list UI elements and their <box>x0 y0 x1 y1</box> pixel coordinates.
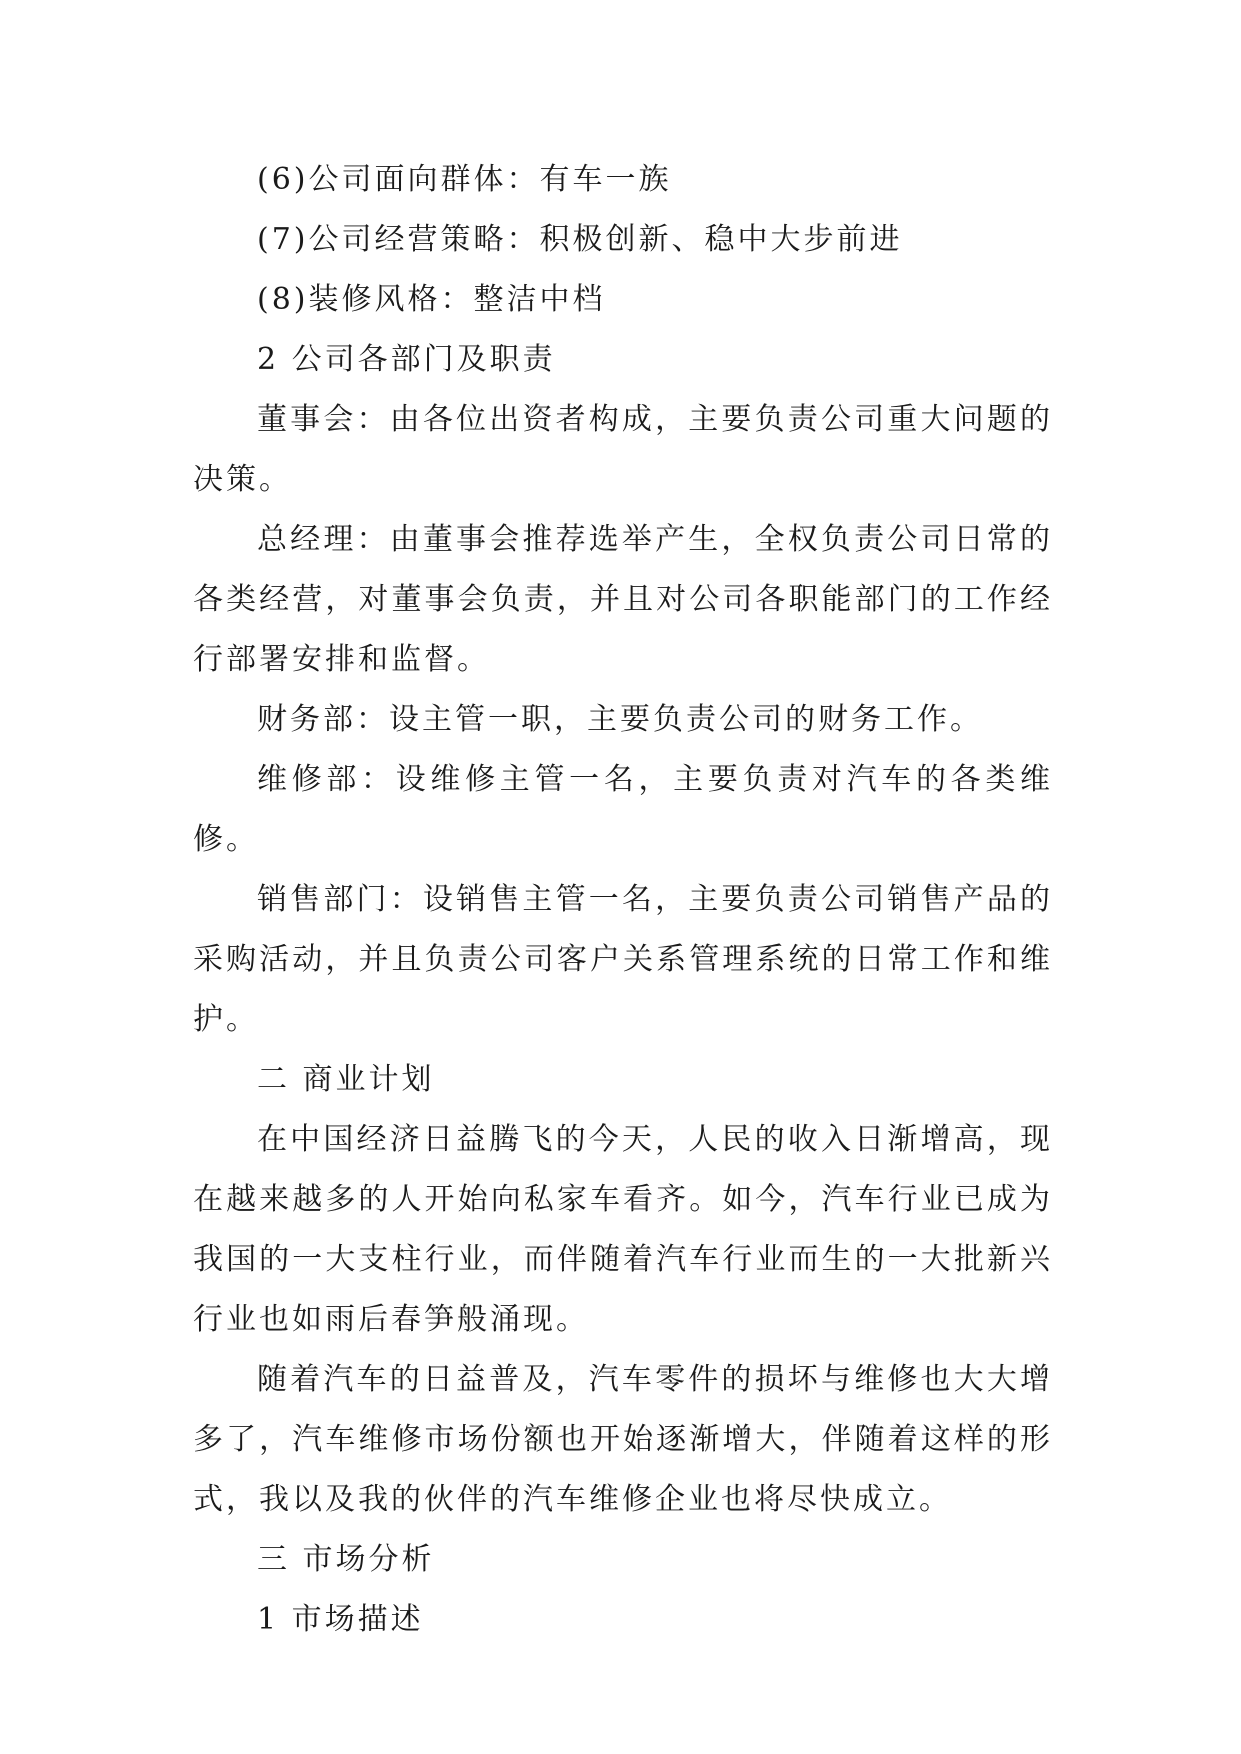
heading-market-description: 1 市场描述 <box>257 1602 424 1637</box>
paragraph-general-manager: 总经理：由董事会推荐选举产生，全权负责公司日常的各类经营，对董事会负责，并且对公司各职能部门的工作经行部署安排和监督。 <box>193 522 1053 677</box>
paragraph-repair: 维修部：设维修主管一名，主要负责对汽车的各类维修。 <box>193 762 1053 857</box>
document-body <box>193 150 1053 1650</box>
paragraph-finance: 财务部：设主管一职，主要负责公司的财务工作。 <box>257 702 983 737</box>
paragraph-business-strategy: (7)公司经营策略：积极创新、稳中大步前进 <box>257 222 903 257</box>
heading-departments: 2 公司各部门及职责 <box>257 342 556 377</box>
paragraph-board: 董事会：由各位出资者构成，主要负责公司重大问题的决策。 <box>193 402 1053 497</box>
paragraph-decoration-style: (8)装修风格：整洁中档 <box>257 282 606 317</box>
heading-market-analysis: 三 市场分析 <box>257 1542 435 1577</box>
paragraph-sales: 销售部门：设销售主管一名，主要负责公司销售产品的采购活动，并且负责公司客户关系管理系统的日常工作和维护。 <box>193 882 1053 1037</box>
paragraph-market-growth: 随着汽车的日益普及，汽车零件的损坏与维修也大大增多了，汽车维修市场份额也开始逐渐增大，伴随着这样的形式，我以及我的伙伴的汽车维修企业也将尽快成立。 <box>193 1362 1053 1517</box>
paragraph-economy: 在中国经济日益腾飞的今天，人民的收入日渐增高，现在越来越多的人开始向私家车看齐。如今，汽车行业已成为我国的一大支柱行业，而伴随着汽车行业而生的一大批新兴行业也如雨后春笋般涌现。 <box>193 1122 1053 1337</box>
paragraph-target-group: (6)公司面向群体：有车一族 <box>257 162 672 197</box>
heading-business-plan: 二 商业计划 <box>257 1062 435 1097</box>
